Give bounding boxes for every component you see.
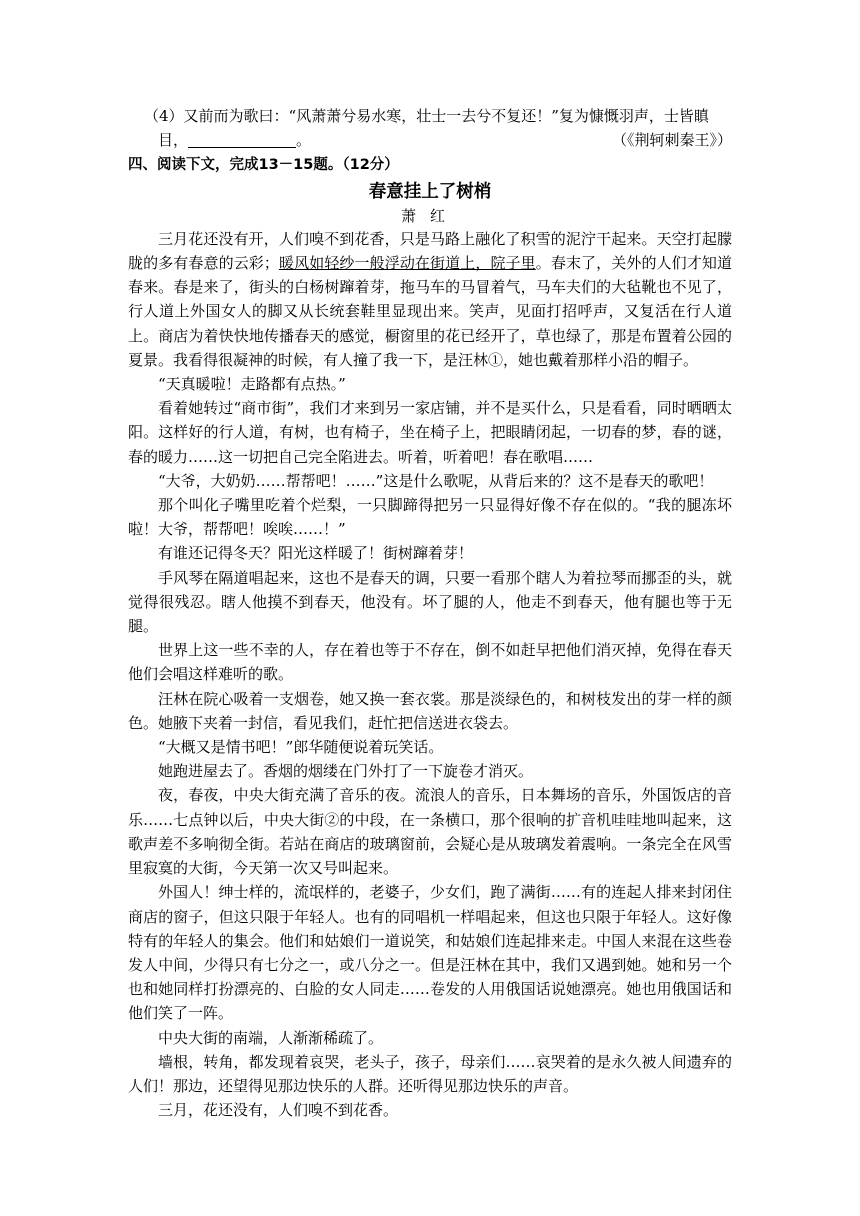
question-4-line2-prefix: 目， bbox=[158, 131, 189, 150]
paragraph-15: 墙根，转角，都发现着哀哭，老头子，孩子，母亲们……哀哭着的是永久被人间遗弃的人们！那边，还望得见那边快乐的人群。还听得见那边快乐的声音。 bbox=[128, 1052, 732, 1095]
paragraph-9: 汪林在院心吸着一支烟卷，她又换一套衣裳。那是淡绿色的，和树枝发出的芽一样的颜色。她腋下夹着一封信，看见我们，赶忙把信送进衣袋去。 bbox=[128, 689, 732, 732]
section-heading: 四、阅读下文，完成13－15题。（12分） bbox=[128, 156, 399, 173]
paragraph-1-part-b: 。春末了，关外的人们才知道春来。春是来了，街头的白杨树蹿着芽，拖马车的马冒着气，马车夫们的大毡靴也不见了，行人道上外国女人的脚又从长统套鞋里显现出来。笑声，见面打招呼声，又复活在行人道上。商店为着快快地传播春天的感觉，橱窗里的花已经开了，草也绿了，那是布置着公园的夏景。我看得很凝神的时候，有人撞了我一下，是汪林①，她也戴着那样小沿的帽子。 bbox=[128, 254, 732, 369]
question-4-line1: （4）又前而为歌曰：“风萧萧兮易水寒，壮士一去兮不复还！”复为慷慨羽声，士皆瞋 bbox=[144, 107, 709, 125]
paragraph-5: 那个叫化子嘴里吃着个烂梨，一只脚蹄得把另一只显得好像不存在似的。“我的腿冻坏啦！大爷，帮帮吧！唉唉……！” bbox=[128, 496, 732, 539]
question-4-source: （《荆轲刺秦王》） bbox=[611, 131, 732, 150]
paragraph-13: 外国人！绅士样的，流氓样的，老婆子，少女们，跑了满街……有的连起人排来封闭住商店的窗子，但这只限于年轻人。也有的同唱机一样唱起来，但这也只限于年轻人。这好像特有的年轻人的集会。他们和姑娘们一道说笑，和姑娘们连起排来走。中国人来混在这些卷发人中间，少得只有七分之一，或八分之一。但是汪林在其中，我们又遇到她。她和另一个也和她同样打扮漂亮的、白脸的女人同走……卷发的人用俄国话说她漂亮。她也用俄国话和他们笑了一阵。 bbox=[128, 883, 732, 1023]
paragraph-10: “大概又是情书吧！”郎华随便说着玩笑话。 bbox=[158, 738, 444, 757]
paragraph-2: “天真暖啦！走路都有点热。” bbox=[158, 375, 346, 394]
article-title: 春意挂上了树梢 bbox=[368, 181, 492, 202]
paragraph-11: 她跑进屋去了。香烟的烟缕在门外打了一下旋卷才消灭。 bbox=[158, 762, 534, 781]
paragraph-4: “大爷，大奶奶……帮帮吧！……”这是什么歌呢，从背后来的？这不是春天的歌吧！ bbox=[158, 471, 714, 490]
paragraph-3: 看着她转过“商市街”，我们才来到另一家店铺，并不是买什么，只是看看，同时晒晒太阳。这样好的行人道，有树，也有椅子，坐在椅子上，把眼睛闭起，一切春的梦，春的谜，春的暖力……这一切把自己完全陷进去。听着，听着吧！春在歌唱…… bbox=[128, 399, 732, 466]
paragraph-14: 中央大街的南端，人渐渐稀疏了。 bbox=[158, 1028, 384, 1047]
article-author: 萧红 bbox=[400, 206, 459, 225]
paragraph-1-part-a: 三月花还没有开，人们嗅不到花香，只是马路上融化了积雪的泥泞干起来。天空打起朦胧的多有春意的云彩； bbox=[128, 229, 732, 273]
paragraph-8: 世界上这一些不幸的人，存在着也等于不存在，倒不如赶早把他们消灭掉，免得在春天他们会唱这样难听的歌。 bbox=[128, 641, 732, 684]
underlined-sentence: 暖风如轻纱一般浮动在街道上，院子里 bbox=[278, 254, 536, 273]
document-content bbox=[128, 104, 732, 1122]
paragraph-6: 有谁还记得冬天？阳光这样暖了！街树蹿着芽！ bbox=[158, 544, 474, 563]
answer-blank[interactable] bbox=[188, 132, 296, 148]
paragraph-1 bbox=[128, 227, 732, 372]
paragraph-16: 三月，花还没有，人们嗅不到花香。 bbox=[158, 1101, 399, 1120]
paragraph-12: 夜，春夜，中央大街充满了音乐的夜。流浪人的音乐，日本舞场的音乐，外国饭店的音乐……七点钟以后，中央大街②的中段，在一条横口，那个很响的扩音机哇哇地叫起来，这歌声差不多响彻全街。若站在商店的玻璃窗前，会疑心是从玻璃发着震响。一条完全在风雪里寂寞的大街，今天第一次又号叫起来。 bbox=[128, 786, 732, 878]
question-4-line2-suffix: 。 bbox=[296, 131, 312, 150]
paragraph-7: 手风琴在隔道唱起来，这也不是春天的调，只要一看那个瞎人为着拉琴而挪歪的头，就觉得很残忍。瞎人他摸不到春天，他没有。坏了腿的人，他走不到春天，他有腿也等于无腿。 bbox=[128, 568, 732, 636]
